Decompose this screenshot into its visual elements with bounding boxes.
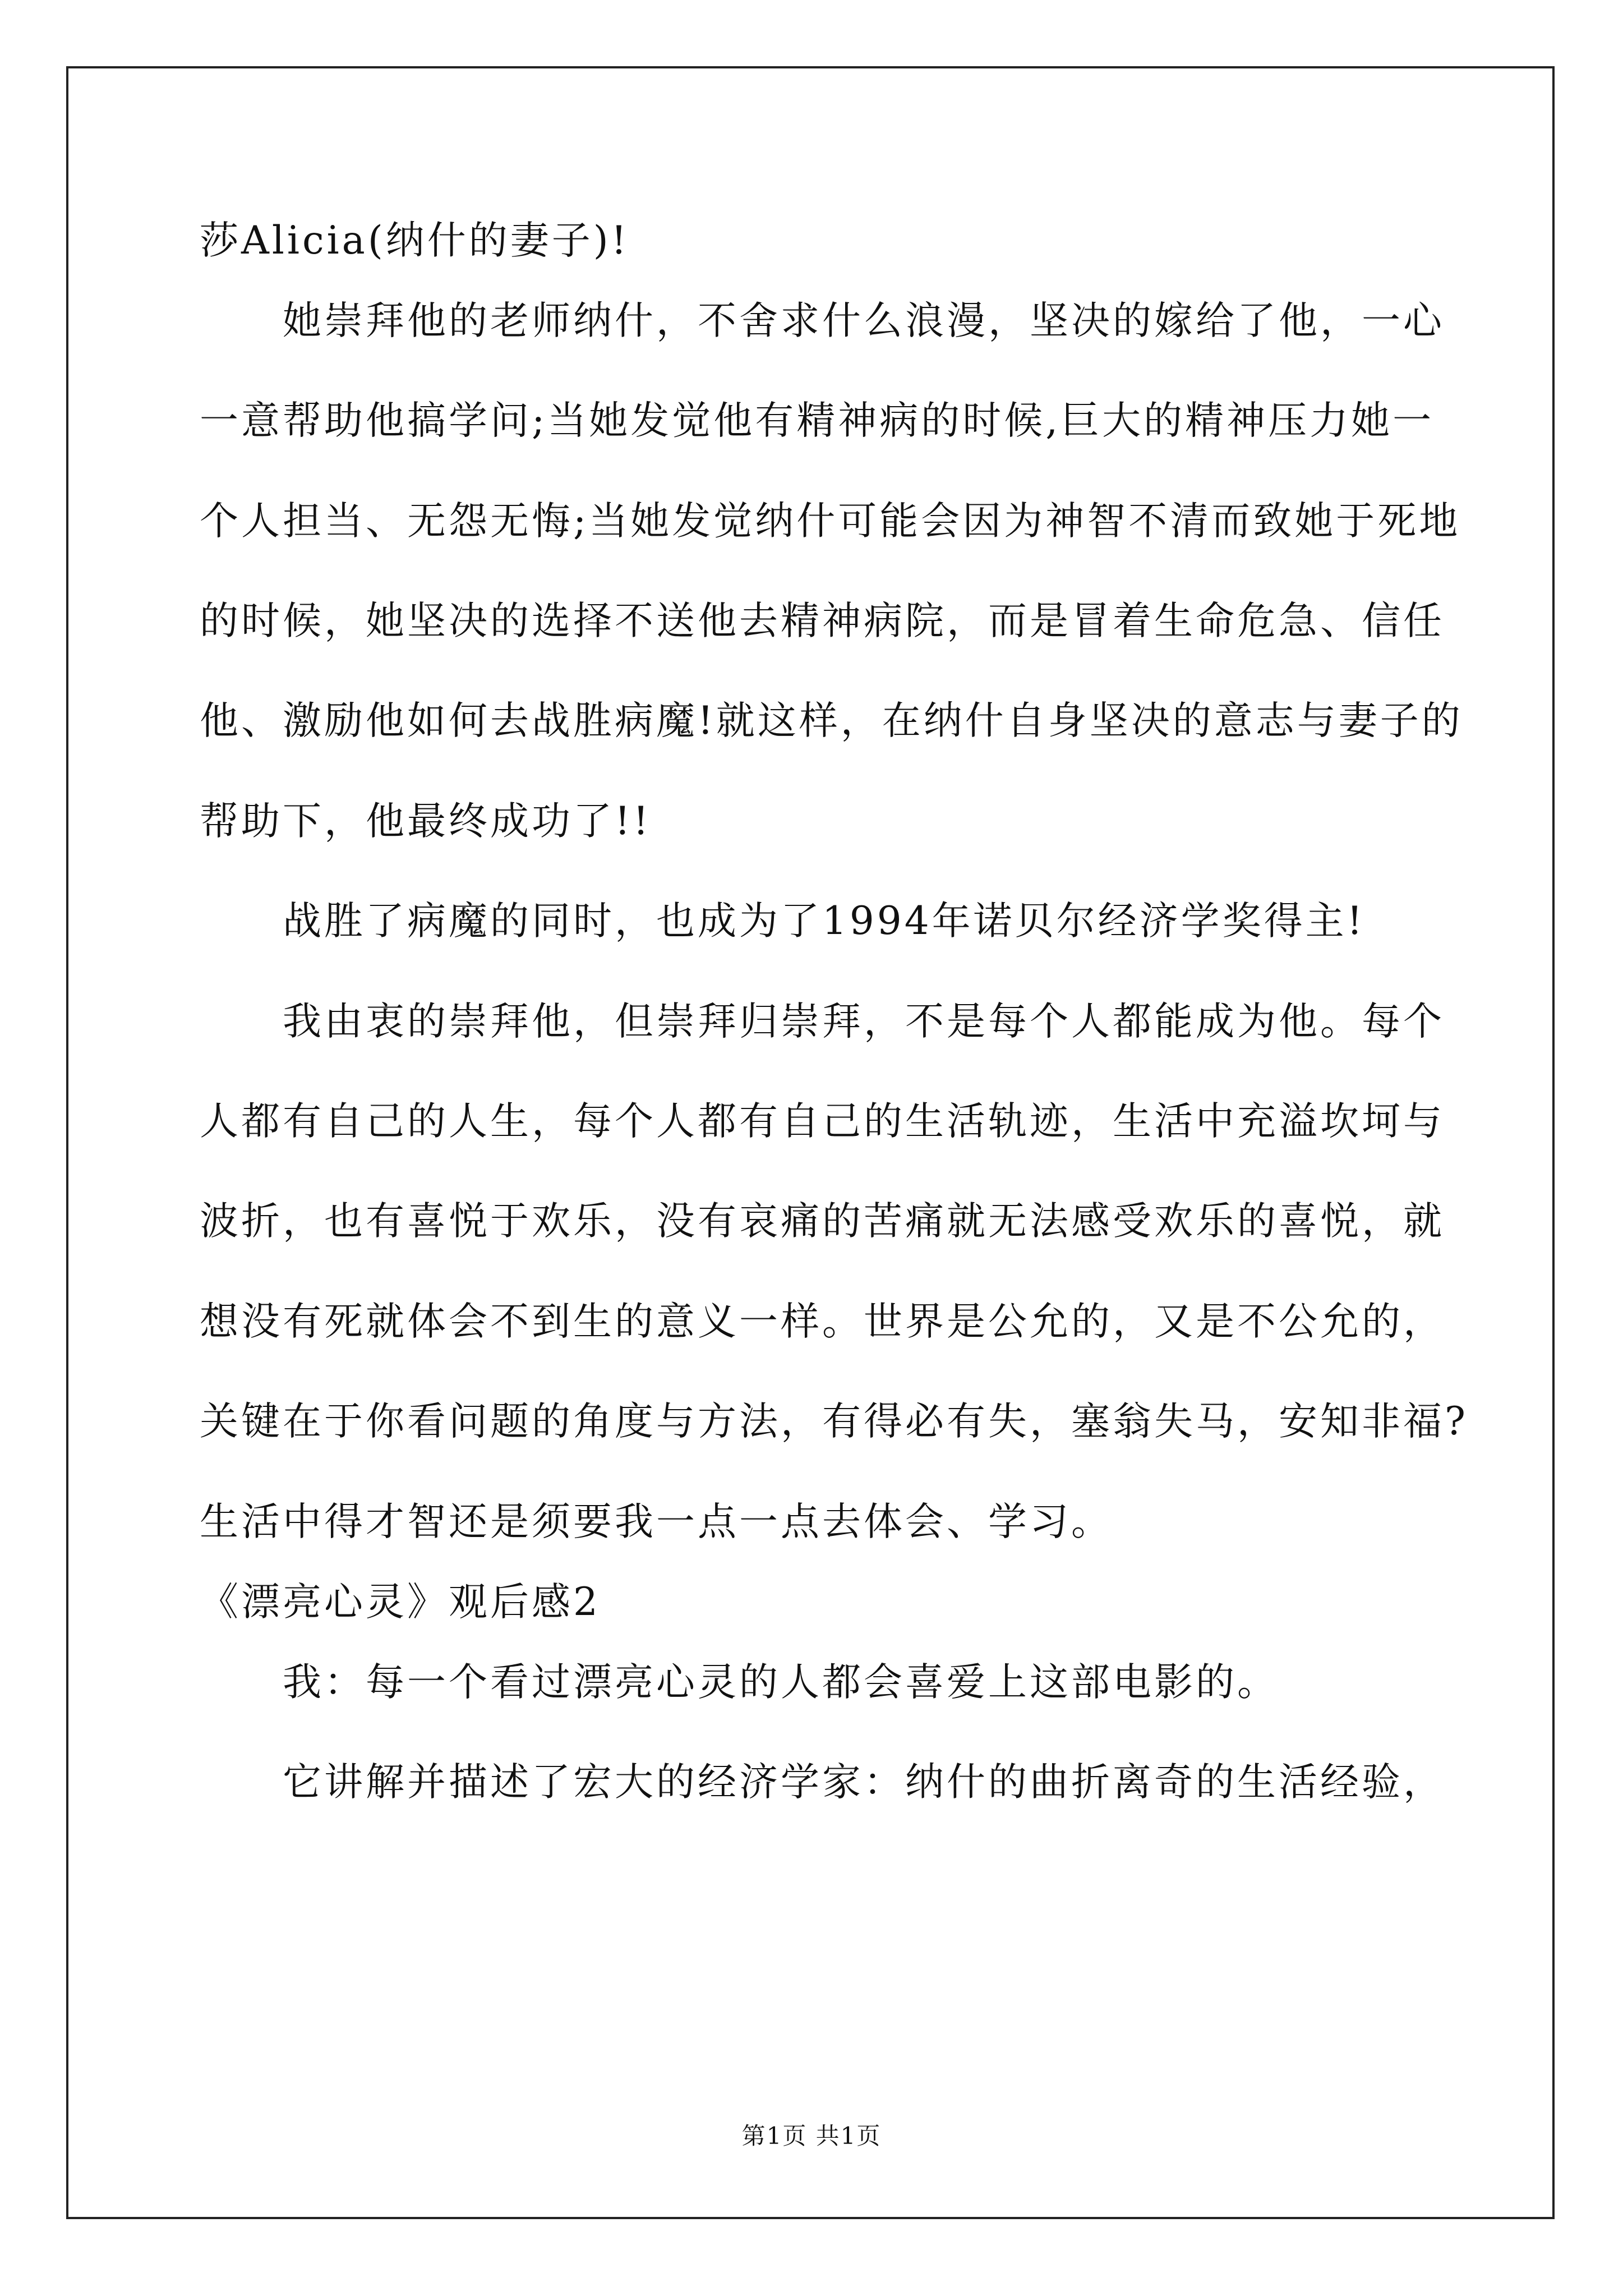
text-line: 想没有死就体会不到生的意义一样。世界是公允的，又是不公允的，: [200, 1299, 1445, 1344]
paragraph-first-line: 她崇拜他的老师纳什，不舍求什么浪漫，坚决的嫁给了他，一心: [283, 298, 1445, 343]
text-line: 一意帮助他搞学问;当她发觉他有精神病的时候,巨大的精神压力她一: [200, 398, 1435, 443]
text-line: 莎Alicia(纳什的妻子)!: [200, 218, 630, 263]
section-heading: 《漂亮心灵》观后感2: [200, 1580, 601, 1625]
paragraph-first-line: 我由衷的崇拜他，但崇拜归崇拜，不是每个人都能成为他。每个: [283, 999, 1445, 1044]
text-line: 关键在于你看问题的角度与方法，有得必有失，塞翁失马，安知非福?: [200, 1399, 1468, 1444]
text-line: 个人担当、无怨无悔;当她发觉纳什可能会因为神智不清而致她于死地: [200, 499, 1461, 544]
text-line: 人都有自己的人生，每个人都有自己的生活轨迹，生活中充溢坎坷与: [200, 1099, 1445, 1144]
text-line: 波折，也有喜悦于欢乐，没有哀痛的苦痛就无法感受欢乐的喜悦，就: [200, 1199, 1445, 1244]
page-footer: 第1页 共1页: [741, 2122, 882, 2150]
paragraph-first-line: 它讲解并描述了宏大的经济学家：纳什的曲折离奇的生活经验，: [283, 1760, 1445, 1805]
paragraph-first-line: 我：每一个看过漂亮心灵的人都会喜爱上这部电影的。: [283, 1660, 1279, 1705]
text-line: 生活中得才智还是须要我一点一点去体会、学习。: [200, 1499, 1113, 1544]
text-line: 帮助下，他最终成功了!!: [200, 799, 652, 844]
text-line: 的时候，她坚决的选择不送他去精神病院，而是冒着生命危急、信任: [200, 599, 1445, 643]
text-line: 他、激励他如何去战胜病魔!就这样，在纳什自身坚决的意志与妻子的: [200, 698, 1463, 743]
paragraph-first-line: 战胜了病魔的同时，也成为了1994年诺贝尔经济学奖得主!: [283, 899, 1366, 944]
